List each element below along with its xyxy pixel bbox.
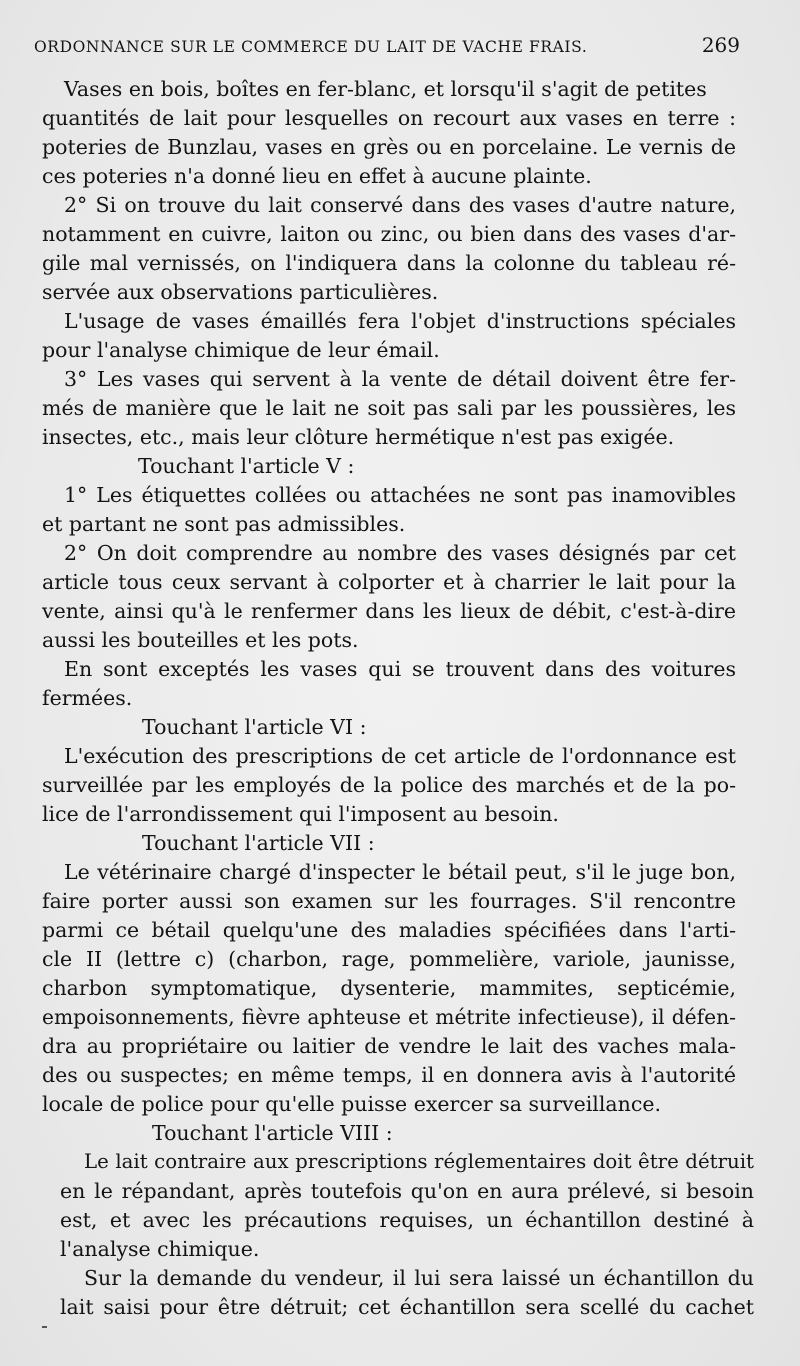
text-line: quantités de lait pour lesquelles on recourt aux vases en terre : bbox=[42, 106, 736, 130]
text-line: 2° On doit comprendre au nombre des vases désignés par cet bbox=[64, 541, 736, 565]
text-line: En sont exceptés les vases qui se trouvent dans des voitures bbox=[64, 657, 736, 681]
text-line: lait saisi pour être détruit; cet échantillon sera scellé du cachet bbox=[60, 1295, 754, 1319]
text-line: l'analyse chimique. bbox=[60, 1237, 260, 1261]
text-line: cle II (lettre c) (charbon, rage, pommelière, variole, jaunisse, bbox=[42, 947, 736, 971]
text-line: L'exécution des prescriptions de cet article de l'ordonnance est bbox=[64, 744, 736, 768]
text-line: en le répandant, après toutefois qu'on en aura prélevé, si besoin bbox=[60, 1179, 754, 1203]
text-line: pour l'analyse chimique de leur émail. bbox=[42, 338, 440, 362]
text-line: et partant ne sont pas admissibles. bbox=[42, 512, 406, 536]
text-line: charbon symptomatique, dysenterie, mammites, septicémie, bbox=[42, 976, 736, 1000]
text-line: ces poteries n'a donné lieu en effet à aucune plainte. bbox=[42, 164, 592, 188]
text-line: Vases en bois, boîtes en fer-blanc, et lorsqu'il s'agit de petites bbox=[64, 77, 707, 101]
text-line: locale de police pour qu'elle puisse exercer sa surveillance. bbox=[42, 1092, 661, 1116]
text-line: Sur la demande du vendeur, il lui sera laissé un échantillon du bbox=[84, 1266, 754, 1290]
text-line: Le vétérinaire chargé d'inspecter le bétail peut, s'il le juge bon, bbox=[64, 860, 736, 884]
text-line: est, et avec les précautions requises, un échantillon destiné à bbox=[60, 1208, 754, 1232]
text-line: dra au propriétaire ou laitier de vendre le lait des vaches mala- bbox=[42, 1034, 736, 1058]
text-line: surveillée par les employés de la police des marchés et de la po- bbox=[42, 773, 736, 797]
text-line: insectes, etc., mais leur clôture hermétique n'est pas exigée. bbox=[42, 425, 675, 449]
section-heading: Touchant l'article V : bbox=[138, 454, 355, 478]
text-line: Le lait contraire aux prescriptions réglementaires doit être détruit bbox=[84, 1150, 754, 1173]
text-line: aussi les bouteilles et les pots. bbox=[42, 628, 359, 652]
margin-dash-mark bbox=[42, 1326, 47, 1328]
text-line: 1° Les étiquettes collées ou attachées ne sont pas inamovibles bbox=[64, 483, 736, 507]
page-number: 269 bbox=[701, 33, 740, 57]
text-line: parmi ce bétail quelqu'une des maladies spécifiées dans l'arti- bbox=[42, 918, 736, 942]
section-heading: Touchant l'article VIII : bbox=[152, 1121, 393, 1145]
text-line: més de manière que le lait ne soit pas sali par les poussières, les bbox=[42, 396, 736, 420]
section-heading: Touchant l'article VII : bbox=[142, 831, 375, 855]
running-title: ORDONNANCE SUR LE COMMERCE DU LAIT DE VACHE FRAIS. bbox=[34, 38, 588, 56]
text-line: empoisonnements, fièvre aphteuse et métrite infectieuse), il défen- bbox=[42, 1005, 736, 1029]
text-line: fermées. bbox=[42, 686, 133, 710]
text-line: des ou suspectes; en même temps, il en donnera avis à l'autorité bbox=[42, 1063, 736, 1087]
text-line: notamment en cuivre, laiton ou zinc, ou bien dans des vases d'ar- bbox=[42, 222, 736, 246]
section-heading: Touchant l'article VI : bbox=[142, 715, 367, 739]
text-line: L'usage de vases émaillés fera l'objet d'instructions spéciales bbox=[64, 309, 736, 333]
text-line: servée aux observations particulières. bbox=[42, 280, 439, 304]
text-line: article tous ceux servant à colporter et à charrier le lait pour la bbox=[42, 570, 736, 594]
text-line: 2° Si on trouve du lait conservé dans des vases d'autre nature, bbox=[64, 193, 736, 217]
text-line: lice de l'arrondissement qui l'imposent au besoin. bbox=[42, 802, 559, 826]
text-line: poteries de Bunzlau, vases en grès ou en porcelaine. Le vernis de bbox=[42, 135, 736, 159]
text-line: gile mal vernissés, on l'indiquera dans la colonne du tableau ré- bbox=[42, 251, 736, 275]
text-line: vente, ainsi qu'à le renfermer dans les lieux de débit, c'est-à-dire bbox=[42, 599, 736, 623]
text-line: faire porter aussi son examen sur les fourrages. S'il rencontre bbox=[42, 889, 736, 913]
text-line: 3° Les vases qui servent à la vente de détail doivent être fer- bbox=[64, 367, 736, 391]
page-header bbox=[34, 33, 740, 66]
